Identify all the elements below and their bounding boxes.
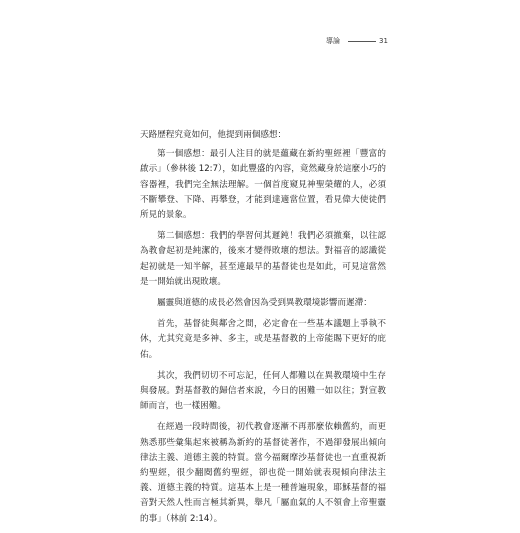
running-header [326,35,396,47]
page-number: 31 [379,37,388,45]
paragraph-pagan-environment: 屬靈與道德的成長必然會因為受到異教環境影響而遲滯： [157,298,372,309]
paragraph-second-point: 其次，我們切切不可忘記，任何人都難以在異教環境中生存與發展。對基督教的歸信者來說，今日的困難一如以往；對宣教師而言，也一樣困難。 [140,370,386,412]
paragraph-intro: 天路歷程究竟如何，他提到兩個感想： [140,130,287,140]
chapter-title: 導論 [326,37,340,45]
body-text [140,128,386,533]
paragraph-first-impression: 第一個感想：最引人注目的就是蘊藏在新約聖經裡「豐富的啟示」（參林後 12:7），如此豐盛的內容，竟然藏身於這麼小巧的容器裡，我們完全無法理解。一個首度窺見神聖榮耀的人，必須不斷攀登、下降、再攀登，才能到達適當位置，看見偉大使徒們所見的景象。 [140,149,386,221]
paragraph-first-point: 首先，基督徒與鄰舍之間，必定會在一些基本議題上爭執不休，尤其究竟是多神、多主，或是基督教的上帝能賜下更好的庇佑。 [140,319,386,360]
header-rule [348,41,376,42]
paragraph-second-impression: 第二個感想：我們的學習何其遲鈍！我們必須撤棄，以往認為教會起初是純潔的，後來才變得敗壞的想法。對福音的認識從起初就是一知半解，甚至連最早的基督徒也是如此，可見這當然是一開始就出現敗壞。 [140,231,386,287]
paragraph-early-church: 在經過一段時間後，初代教會逐漸不再那麼依賴舊約，而更熟悉那些彙集起來被稱為新約的基督徒著作，不過卻發展出傾向律法主義、道德主義的特質。當今福爾摩沙基督徒也一直重視新約聖經，很少翻閱舊約聖經，卻也從一開始就表現傾向律法主義、道德主義的特質。這基本上是一種普遍現象，耶穌基督的福音對天然人性而言極其新異，舉凡「屬血氣的人不領會上帝聖靈的事」（林前 2:14）。 [140,422,386,524]
